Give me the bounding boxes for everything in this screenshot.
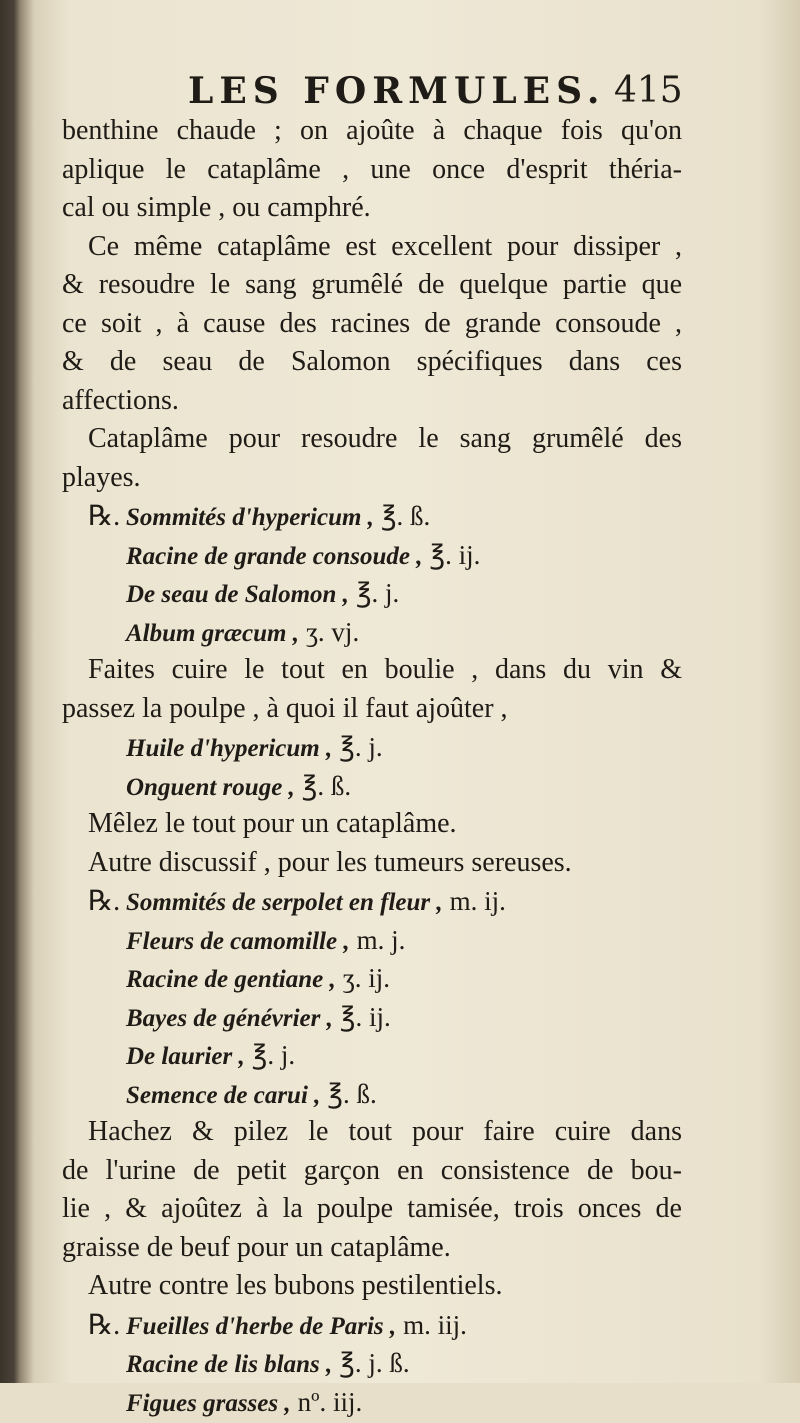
text-line: passez la poulpe , à quoi il faut ajoûter , (62, 692, 508, 724)
recipe-line (62, 767, 682, 806)
text-line: playes. (62, 461, 141, 493)
ingredient-dose: ℥. j. (355, 578, 400, 608)
text-line: benthine chaude ; on ajoûte à chaque fois qu'on (62, 115, 682, 146)
recipe-line (62, 998, 682, 1037)
recipe-line (62, 882, 682, 921)
ingredient-dose: ℥. ij. (339, 1001, 391, 1032)
text-line: Autre contre les bubons pestilentiels. (88, 1270, 503, 1301)
text-line: graisse de beuf pour un cataplâme. (62, 1231, 451, 1263)
recipe-line (62, 728, 682, 767)
running-header (0, 70, 800, 116)
text-line: Autre discussif , pour les tumeurs sereuses. (88, 846, 572, 878)
recipe-line (62, 1383, 682, 1422)
ingredient-name: De seau de Salomon , (126, 581, 349, 608)
ingredient-dose: m. ij. (449, 886, 506, 916)
ingredient-name: Sommités d'hypericum , (126, 504, 374, 531)
page-title: LES FORMULES. (188, 70, 606, 112)
ingredient-dose: ℥. ß. (327, 1078, 377, 1109)
ingredient-dose: ℥. ij. (429, 539, 481, 570)
recipe-line (62, 536, 682, 575)
text-line: Faites cuire le tout en boulie , dans du vin & (88, 654, 682, 685)
text-line: & de seau de Salomon spécifiques dans ces (62, 346, 682, 377)
text-line: Cataplâme pour resoudre le sang grumêlé des (88, 423, 682, 454)
text-line: affections. (62, 384, 179, 416)
recipe-symbol: ℞. (88, 501, 121, 532)
ingredient-name: Sommités de serpolet en fleur , (126, 889, 443, 916)
text-line: de l'urine de petit garçon en consistence de bou- (62, 1154, 682, 1186)
recipe-line (62, 921, 682, 960)
recipe-line (62, 497, 682, 536)
text-line: cal ou simple , ou camphré. (62, 192, 371, 223)
ingredient-dose: ℥. j. ß. (339, 1348, 410, 1378)
ingredient-name: Racine de grande consoude , (126, 542, 423, 570)
recipe-line (62, 959, 682, 998)
ingredient-name: Fleurs de camomille , (126, 927, 350, 955)
text-line: ce soit , à cause des racines de grande consoude , (62, 307, 682, 339)
ingredient-name: Fueilles d'herbe de Paris , (126, 1312, 397, 1340)
ingredient-name: Bayes de génévrier , (126, 1004, 333, 1032)
ingredient-dose: m. j. (356, 924, 406, 955)
ingredient-name: Onguent rouge , (126, 773, 295, 801)
ingredient-name: Racine de gentiane , (126, 966, 336, 993)
recipe-line (62, 1306, 682, 1345)
recipe-line (62, 1075, 682, 1114)
recipe-line (62, 1036, 682, 1075)
ingredient-name: Huile d'hypericum , (126, 735, 333, 762)
ingredient-name: De laurier , (126, 1043, 245, 1070)
page-number: 415 (614, 70, 683, 111)
page-body (62, 112, 682, 1421)
ingredient-name: Racine de lis blans , (126, 1351, 333, 1378)
ingredient-dose: ℥. j. (339, 732, 383, 762)
recipe-line (62, 1344, 682, 1383)
ingredient-dose: ʒ. ij. (342, 963, 390, 993)
ingredient-dose: ℥. ß. (380, 501, 431, 531)
text-line: Ce même cataplâme est excellent pour dissiper , (88, 230, 682, 262)
ingredient-name: Album græcum , (126, 619, 299, 647)
ingredient-dose: ℥. ß. (301, 770, 352, 801)
recipe-symbol: ℞. (88, 1309, 121, 1341)
text-line: Hachez & pilez le tout pour faire cuire dans (88, 1116, 682, 1147)
text-line: lie , & ajoûtez à la poulpe tamisée, trois onces de (62, 1193, 682, 1224)
ingredient-dose: ℥. j. (251, 1040, 296, 1070)
recipe-line (62, 613, 682, 652)
text-line: aplique le cataplâme , une once d'esprit théria- (62, 153, 682, 185)
text-line: Mêlez le tout pour un cataplâme. (88, 808, 457, 839)
ingredient-dose: m. iij. (403, 1309, 467, 1340)
ingredient-name: Figues grasses , (126, 1389, 291, 1417)
recipe-line (62, 574, 682, 613)
text-line: & resoudre le sang grumêlé de quelque partie que (62, 269, 682, 300)
ingredient-dose: ʒ. vj. (305, 616, 360, 647)
ingredient-dose: nº. iij. (297, 1386, 363, 1417)
recipe-symbol: ℞. (88, 886, 121, 917)
ingredient-name: Semence de carui , (126, 1081, 321, 1109)
